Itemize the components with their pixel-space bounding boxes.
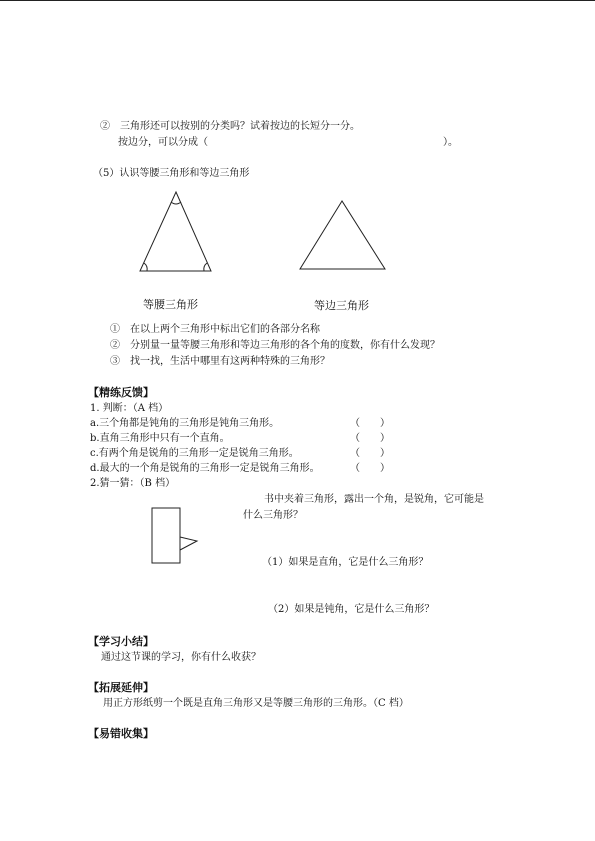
mistakes-heading: 【易错收集】 xyxy=(88,727,154,740)
extension-heading: 【拓展延伸】 xyxy=(88,681,154,694)
protruding-angle xyxy=(180,537,197,550)
judge-item: d.最大的一个角是锐角的三角形一定是锐角三角形。 xyxy=(90,463,320,474)
isosceles-label: 等腰三角形 xyxy=(143,298,198,311)
right-base-angle-mark xyxy=(204,263,207,271)
judge-answer-paren: （ ） xyxy=(350,418,390,429)
section5-title: （5）认识等腰三角形和等边三角形 xyxy=(93,168,250,179)
equilateral-label: 等边三角形 xyxy=(314,299,369,312)
judge-answer-paren: （ ） xyxy=(350,433,390,444)
guess-question-right-angle: （1）如果是直角，它是什么三角形？ xyxy=(262,557,429,568)
guess-prompt-line2: 什么三角形？ xyxy=(243,510,303,521)
guess-question-obtuse-angle: （2）如果是钝角，它是什么三角形？ xyxy=(268,604,435,615)
guess-title: 2.猜一猜：（B 档） xyxy=(90,478,176,489)
judge-item: b.直角三角形中只有一个直角。 xyxy=(90,433,230,444)
task-item: ③ 找一找，生活中哪里有这两种特殊的三角形？ xyxy=(110,356,330,367)
judge-answer-paren: （ ） xyxy=(350,463,390,474)
summary-heading: 【学习小结】 xyxy=(88,635,154,648)
book-rectangle xyxy=(152,508,180,563)
answer-suffix: ）。 xyxy=(443,137,458,148)
judge-title: 1. 判断：（A 档） xyxy=(90,403,169,414)
extension-text: 用正方形纸剪一个既是直角三角形又是等腰三角形的三角形。（C 档） xyxy=(103,698,409,709)
task-item: ① 在以上两个三角形中标出它们的各部分名称 xyxy=(110,324,320,335)
feedback-heading: 【精练反馈】 xyxy=(88,386,154,399)
apex-angle-mark xyxy=(171,202,181,204)
judge-item: a.三个角都是钝角的三角形是钝角三角形。 xyxy=(90,418,280,429)
judge-item: c.有两个角是锐角的三角形一定是锐角三角形。 xyxy=(90,448,299,459)
question-classify-by-sides: ② 三角形还可以按别的分类吗？试着按边的长短分一分。 xyxy=(100,121,360,132)
summary-text: 通过这节课的学习，你有什么收获？ xyxy=(101,652,261,663)
left-base-angle-mark xyxy=(144,263,147,271)
equilateral-triangle xyxy=(300,201,385,269)
judge-answer-paren: （ ） xyxy=(350,448,390,459)
guess-prompt-line1: 书中夹着三角形，露出一个角，是锐角，它可能是 xyxy=(264,494,484,505)
task-item: ② 分别量一量等腰三角形和等边三角形的各个角的度数，你有什么发现？ xyxy=(110,340,440,351)
answer-prefix: 按边分，可以分成（ xyxy=(118,137,208,148)
